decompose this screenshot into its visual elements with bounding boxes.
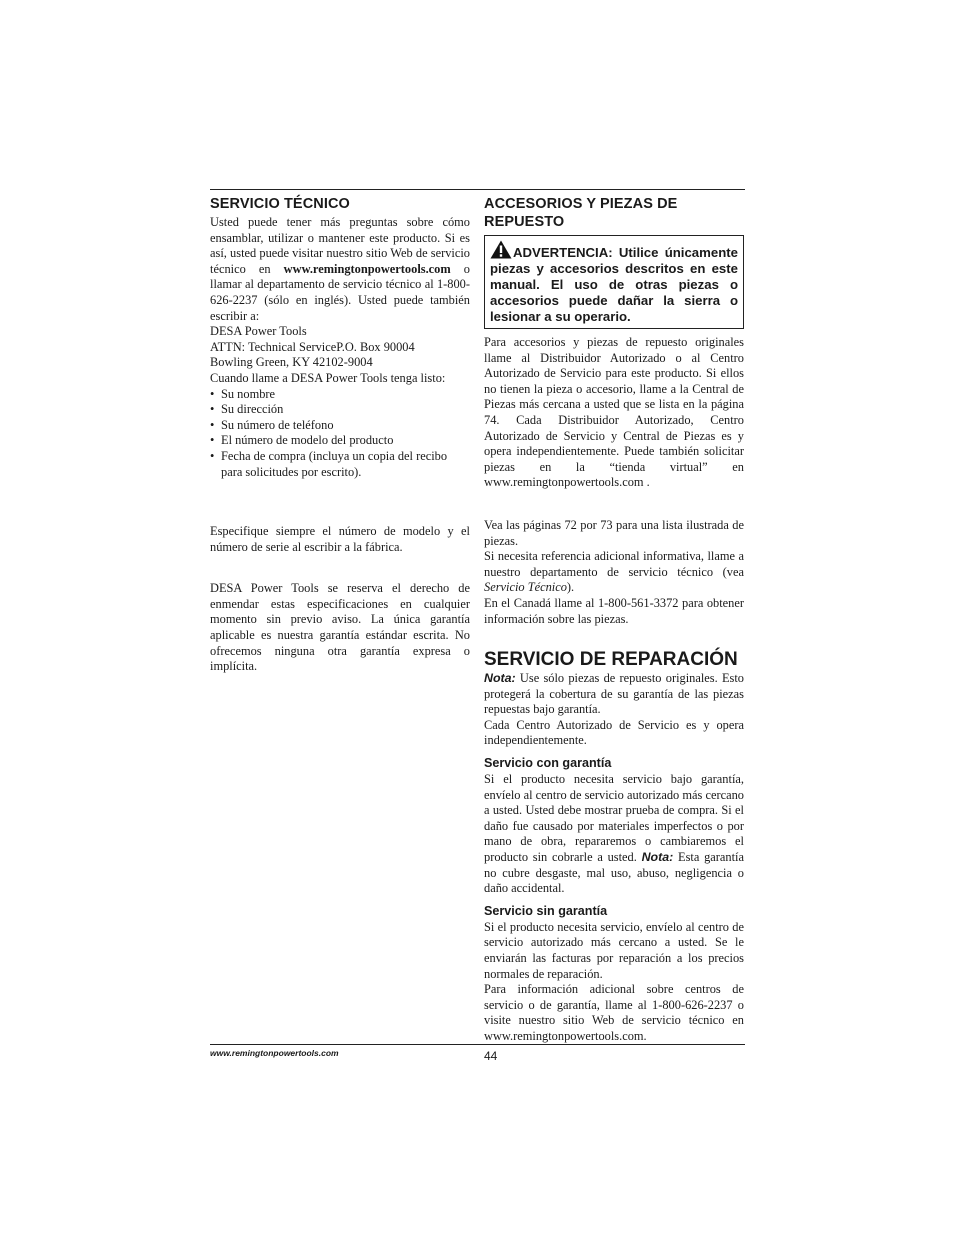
non-warranty-service-text: Si el producto necesita servicio, envíelo al centro de servicio autorizado más cercano a usted. Se le enviarán las facturas por reparación a los precios normales de reparación. [484, 919, 744, 981]
list-item: • El número de modelo del producto [210, 433, 470, 449]
list-item: • Su nombre [210, 387, 470, 403]
non-warranty-service-heading: Servicio sin garantía [484, 903, 608, 918]
bottom-rule [210, 1044, 745, 1045]
left-column [210, 195, 470, 675]
top-rule [210, 189, 745, 190]
address-line-1: DESA Power Tools [210, 324, 307, 339]
list-item: • Su dirección [210, 402, 470, 418]
more-reference-text: Si necesita referencia adicional informativa, llame a nuestro departamento de servicio técnico (vea Servicio Técnico). [484, 549, 744, 595]
repair-independent-text: Cada Centro Autorizado de Servicio es y opera independientemente. [484, 717, 744, 748]
footer-url: www.remingtonpowertools.com [210, 1048, 339, 1058]
reserve-rights-text: DESA Power Tools se reserva el derecho de enmendar estas especificaciones en cualquier momento sin previo aviso. La única garantía aplicable es nuestra garantía estándar escrita. No ofrecemos ninguna otra garantía expresa o implícita. [210, 581, 470, 674]
address-line-2: ATTN: Technical ServiceP.O. Box 90004 [210, 339, 415, 354]
call-ready-list [210, 387, 470, 481]
list-item: • Fecha de compra (incluya un copia del recibo para solicitudes por escrito). [210, 449, 470, 480]
address-line-3: Bowling Green, KY 42102-9004 [210, 355, 373, 370]
right-column [484, 195, 744, 1045]
specify-model-text: Especifique siempre el número de modelo y el número de serie al escribir a la fábrica. [210, 524, 470, 554]
parts-paragraph: Para accesorios y piezas de repuesto originales llame al Distribuidor Autorizado o al Centro Autorizado de Servicio para este producto. Si ellos no tienen la pieza o accesorio, llame a la Central de Piezas más cercana a usted que se lista en la página 74. Cada Distribuidor Autorizado, Centro Autorizado de Servicio y Central de Piezas es y opera independientemente. Puede también solicitar piezas en la “tienda virtual” en www.remingtonpowertools.com . [484, 335, 744, 490]
page-number: 44 [484, 1049, 498, 1063]
repair-note: Nota: Use sólo piezas de repuesto originales. Esto protegerá la cobertura de su garantía de las piezas repuestas bajo garantía. [484, 671, 744, 717]
call-ready-text: Cuando llame a DESA Power Tools tenga listo: [210, 370, 446, 385]
servicio-tecnico-heading: SERVICIO TÉCNICO [210, 196, 350, 212]
warranty-service-heading: Servicio con garantía [484, 756, 612, 771]
list-item: • Su número de teléfono [210, 418, 470, 434]
website-link[interactable]: www.remingtonpowertools.com [283, 261, 451, 276]
warranty-service-text: Si el producto necesita servicio bajo garantía, envíelo al centro de servicio autorizado más cercano a usted. Usted debe mostrar prueba de compra. Si el daño fue causado por materiales imperfectos o por mano de obra, repararemos o cambiaremos el producto sin cobrarle a usted. Nota: Esta garantía no cubre desgaste, mal uso, abuso, negligencia o daño accidental. [484, 772, 744, 896]
accesorios-heading: ACCESORIOS Y PIEZAS DE REPUESTO [484, 196, 678, 230]
warning-triangle-icon [490, 240, 512, 259]
servicio-tecnico-intro: Usted puede tener más preguntas sobre cómo ensamblar, utilizar o mantener este producto. Si es así, usted puede visitar nuestro sitio Web de servicio técnico en www.remingtonpowertools.com o llamar al departamento de servicio técnico al 1-800-626-2237 (sólo en inglés). Usted puede también escribir a: [210, 215, 470, 323]
canada-text: En el Canadá llame al 1-800-561-3372 para obtener información sobre las piezas. [484, 595, 744, 626]
warning-box [484, 235, 744, 329]
see-pages-text: Vea las páginas 72 por 73 para una lista ilustrada de piezas. [484, 517, 744, 548]
additional-info-text: Para información adicional sobre centros de servicio o de garantía, llame al 1-800-626-2237 o visite nuestro sitio Web de servicio técnico en www.remingtonpowertools.com. [484, 982, 744, 1043]
servicio-reparacion-heading: SERVICIO DE REPARACIÓN [484, 649, 738, 671]
warning-text: Utilice únicamente piezas y accesorios descritos en este manual. El uso de otras piezas o accesorios puede dañar la sierra o lesionar a su operario. [490, 245, 738, 324]
warning-label: ADVERTENCIA: [513, 245, 613, 260]
